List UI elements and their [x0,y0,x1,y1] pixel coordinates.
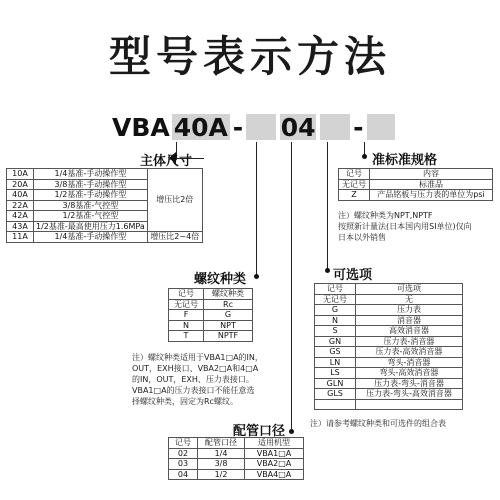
table-cell: 无 [356,294,463,305]
table-cell: VBA1□A [245,448,304,459]
table-cell: 22A [7,200,34,211]
table-row [169,289,253,300]
main-size-title: 主体尺寸 [140,154,193,169]
port-title: 配管口径 [233,424,286,439]
table-cell [356,399,463,410]
code-option-box [320,114,350,140]
connector-line [291,142,292,432]
table-cell: GLN [315,378,356,389]
code-dash-1: - [232,112,244,142]
table-row [315,399,463,410]
table-cell: 弯头-高效消音器 [356,368,463,379]
table-cell: GS [315,347,356,358]
table-row [315,305,463,316]
table-row [7,169,203,180]
table-cell: Rc [204,299,253,310]
table-cell: 42A [7,211,34,222]
table-cell: 3/8基准-气控型 [34,200,148,211]
standard-title: 准标准规格 [372,153,438,168]
code-prefix: VBA [112,112,170,142]
note-line: 的IN，OUT，EXH、压力表接口。 [132,375,254,384]
table-header: 内容 [370,169,493,180]
table-cell: 无记号 [339,179,370,190]
table-cell: 消音器 [356,315,463,326]
table-cell: 1/4基准-手动操作型 [34,232,148,243]
note-line: VBA1□A的压力表接口不能任意选 [132,386,255,395]
table-cell: 3/8 [198,459,245,470]
table-cell: GLS [315,389,356,400]
connector-line [256,142,257,276]
note-line: 注）螺纹种类为NPT,NPTF [338,211,433,220]
table-cell: 压力表-消音器 [356,336,463,347]
table-row [315,368,463,379]
table-cell: 04 [169,469,198,480]
table-row [315,357,463,368]
table-row [169,320,253,331]
table-cell: 11A [7,232,34,243]
table-header: 适用机型 [245,438,304,449]
table-row [169,310,253,321]
table-header: 记号 [315,284,356,295]
page-title: 型号表示方法 [108,32,391,81]
table-row [339,179,493,190]
connector-line [327,142,328,270]
code-size-box: 40A [173,112,228,142]
table-cell: N [315,315,356,326]
table-cell: LS [315,368,356,379]
table-row [169,448,304,459]
table-row [315,294,463,305]
table-cell: VBA2□A [245,459,304,470]
dot-icon [362,154,367,159]
dot-icon [254,274,259,279]
table-row [315,336,463,347]
dot-icon [325,268,330,273]
table-cell: 1/4 [198,448,245,459]
option-table [314,283,463,410]
code-port-box: 04 [280,112,316,142]
table-cell: T [169,331,204,342]
table-row [315,378,463,389]
standard-table [338,168,493,201]
table-cell: 1/2 [198,469,245,480]
table-cell: 1/2基准-气控型 [34,211,148,222]
note-line: 日本以外销售 [338,233,386,242]
table-row [169,459,304,470]
table-cell: 压力表-高效消音器 [356,347,463,358]
table-row [315,347,463,358]
code-dash-2: - [353,112,364,142]
table-cell: 1/4基准-手动操作型 [34,169,148,180]
table-row [169,299,253,310]
table-cell: G [315,305,356,316]
table-cell: Z [339,190,370,201]
table-cell: 增压比2倍 [147,169,202,232]
dot-icon [289,429,294,434]
table-cell: 43A [7,221,34,232]
table-cell: S [315,326,356,337]
table-cell: 高效消音器 [356,326,463,337]
table-cell: 无记号 [169,299,204,310]
table-cell: 1/2基准-手动操作型 [34,190,148,201]
table-header: 可选项 [356,284,463,295]
table-cell: NPTF [204,331,253,342]
table-cell: 标准品 [370,179,493,190]
table-cell: F [169,310,204,321]
thread-note [132,352,282,407]
table-cell: 02 [169,448,198,459]
table-row [315,315,463,326]
table-cell: 40A [7,190,34,201]
table-row [7,232,203,243]
table-cell: N [169,320,204,331]
code-std-box [367,114,395,140]
table-cell: 压力表-弯头-消音器 [356,378,463,389]
table-cell: 压力表 [356,305,463,316]
table-header: 记号 [339,169,370,180]
table-cell: 产品铭板与压力表的单位为psi [370,190,493,201]
table-header: 记号 [169,438,198,449]
table-cell: LN [315,357,356,368]
table-cell: NPT [204,320,253,331]
table-cell: 压力表-弯头-高效消音器 [356,389,463,400]
table-cell: 3/8基准-手动操作型 [34,179,148,190]
table-header: 记号 [169,289,204,300]
table-row [169,469,304,480]
standard-note [338,210,498,243]
table-cell: 03 [169,459,198,470]
code-thread-box [246,114,276,140]
option-note: 注）请参考螺纹种类和可选件的组合表 [310,419,446,428]
model-code [112,112,395,142]
table-header: 螺纹种类 [204,289,253,300]
table-row [315,326,463,337]
table-row [169,331,253,342]
note-line: OUT，EXH接口、VBA2□A和4□A [132,364,259,373]
table-cell: 10A [7,169,34,180]
table-row [315,389,463,400]
table-cell: 弯头-消音器 [356,357,463,368]
note-line: 择螺纹种类，固定为Rc螺纹。 [132,397,238,406]
thread-table [168,288,253,342]
table-row [339,190,493,201]
table-header: 配管口径 [198,438,245,449]
table-cell: 无记号 [315,294,356,305]
option-title: 可选项 [333,268,373,283]
table-cell: 增压比2~4倍 [147,232,202,243]
table-cell: G [204,310,253,321]
table-cell [315,399,356,410]
table-row [315,284,463,295]
table-row [169,438,304,449]
port-table [168,437,304,480]
table-cell: 1/2基准-最高使用压力1.6MPa [34,221,148,232]
thread-title: 螺纹种类 [194,272,247,287]
note-line: 按照新计量法(日本国内用SI单位)仅向 [338,222,472,231]
table-cell: GN [315,336,356,347]
note-line: 注）螺纹种类适用于VBA1□A的IN， [132,353,263,362]
table-cell: VBA4□A [245,469,304,480]
main-size-table [6,168,203,243]
table-cell: 20A [7,179,34,190]
table-row [339,169,493,180]
